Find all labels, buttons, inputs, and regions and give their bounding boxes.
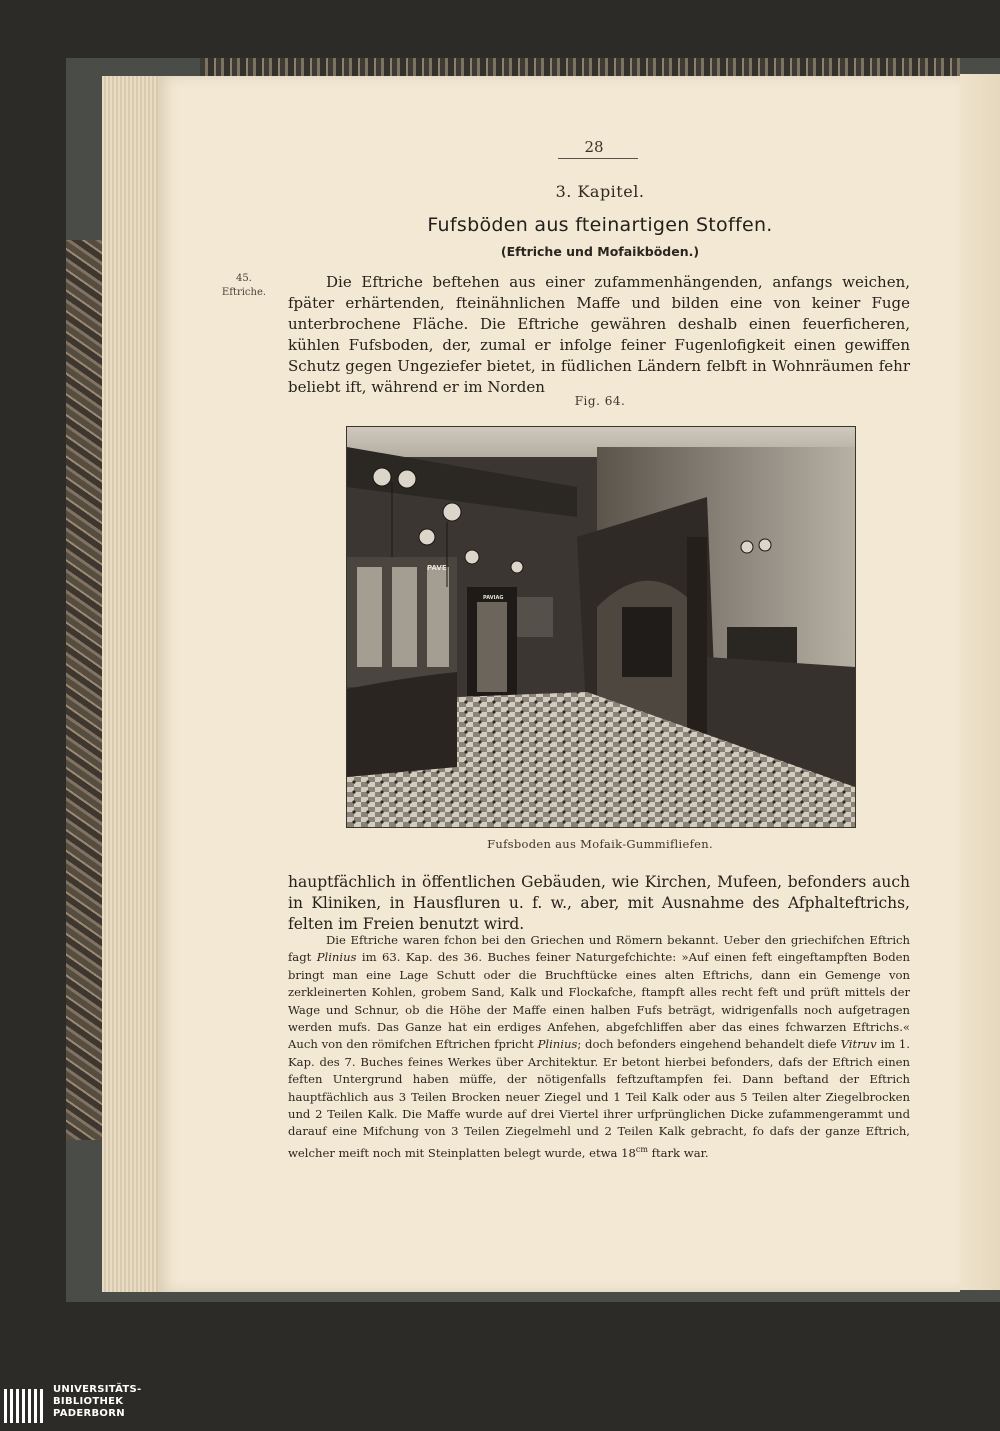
small-text-d: im 1. Kap. des 7. Buches feines Werkes über Architektur. Er betont hierbei befonders, dafs der Eftrich einen feften Untergrund haben müffe, der nötigenfalls feftzuftampfen fei. Dann beftand der Eftrich hauptfächlich aus 3 Teilen Brocken neuer Ziegel und 1 Teil Kalk oder aus 5 Teilen alter Ziegelbrocken und 2 Teilen Kalk. Die Maffe wurde auf drei Viertel ihrer urfprünglichen Dicke zufammengerammt und darauf eine Mifchung von 3 Teilen Ziegelmehl und 2 Teilen Kalk gebracht, fo dafs der ganze Eftrich, welcher meift noch mit Steinplatten belegt wurde, etwa 18	[288, 1037, 910, 1160]
unit-cm: cm	[635, 1144, 648, 1154]
small-text-b: im 63. Kap. des 36. Buches feiner Naturgefchichte: »Auf einen feft eingeftampften Boden bringt man eine Lage Schutt oder die Bruchftücke eines alten Eftrichs, dann ein Gemenge von zerkleinerten Kohlen, grobem Sand, Kalk und Flockafche, ftampft alles recht feft und prüft mittels der Wage und Schnur, ob die Höhe der Maffe einen halben Fufs beträgt, widrigenfalls noch aufgetragen werden mufs. Das Ganze hat ein erdiges Anfehen, abgefchliffen aber das eines fchwarzen Eftrichs.« Auch von den römifchen Eftrichen fpricht	[288, 950, 910, 1052]
page-number: 28	[584, 138, 604, 156]
page-number-rule	[558, 158, 638, 159]
library-footer	[0, 1381, 1000, 1431]
plinius-ref: Plinius	[316, 950, 357, 965]
plinius-ref-2: Plinius	[537, 1037, 578, 1052]
page-stack-right	[960, 74, 1000, 1290]
page-stack-left	[102, 76, 162, 1292]
figure-sign-2: PAVIAG	[483, 595, 504, 601]
margin-note-number: 45.	[236, 273, 252, 284]
chapter-heading: 3. Kapitel.	[555, 182, 645, 201]
paragraph-2: hauptfächlich in öffentlichen Gebäuden, wie Kirchen, Mufeen, befonders auch in Kliniken, in Hausfluren u. f. w., aber, mit Ausnahme des Afphalteftrichs, felten im Freien benutzt wird.	[288, 873, 910, 933]
section-title: Fufsböden aus fteinartigen Stoffen.	[427, 214, 773, 236]
figure-photo	[346, 426, 856, 828]
margin-note	[212, 272, 276, 300]
paragraph-1: Die Eftriche beftehen aus einer zufammenhängenden, anfangs weichen, fpäter erhärtenden, fteinähnlichen Maffe und bilden eine von keiner Fuge unterbrochene Fläche. Die Eftriche gewähren deshalb einen feuerficheren, kühlen Fufsboden, der, zumal er infolge feiner Fugenlofigkeit einen gewiffen Schutz gegen Ungeziefer bietet, in füdlichen Ländern felbft in Wohnräumen fehr beliebt ift, während er im Norden	[288, 273, 910, 396]
library-logo-icon	[4, 1389, 48, 1423]
figure-label: Fig. 64.	[574, 394, 626, 408]
small-text-e: ftark war.	[647, 1145, 709, 1160]
book-page	[158, 76, 960, 1292]
figure-sign-1: PAVE	[427, 564, 447, 572]
small-text-c: ; doch befonders eingehend behandelt diefe	[577, 1037, 841, 1052]
margin-note-label: Eftriche.	[221, 287, 267, 298]
vitruv-ref: Vitruv	[840, 1037, 877, 1052]
figure-caption: Fufsboden aus Mofaik-Gummifliefen.	[487, 837, 713, 851]
section-subtitle: (Eftriche und Mofaikböden.)	[500, 244, 700, 259]
library-name-line-3: PADERBORN	[53, 1408, 125, 1419]
library-name	[53, 1384, 142, 1420]
library-name-line-2: BIBLIOTHEK	[53, 1396, 124, 1407]
small-print-paragraph	[288, 932, 910, 1162]
library-name-line-1: UNIVERSITÄTS-	[53, 1384, 142, 1395]
interior-illustration	[347, 427, 855, 827]
small-text-a: Die Eftriche waren fchon bei den Griechen und Römern bekannt. Ueber den griechifchen Eftrich fagt	[288, 933, 910, 965]
marbled-edge	[66, 240, 106, 1140]
marbled-top-edge	[200, 58, 960, 76]
